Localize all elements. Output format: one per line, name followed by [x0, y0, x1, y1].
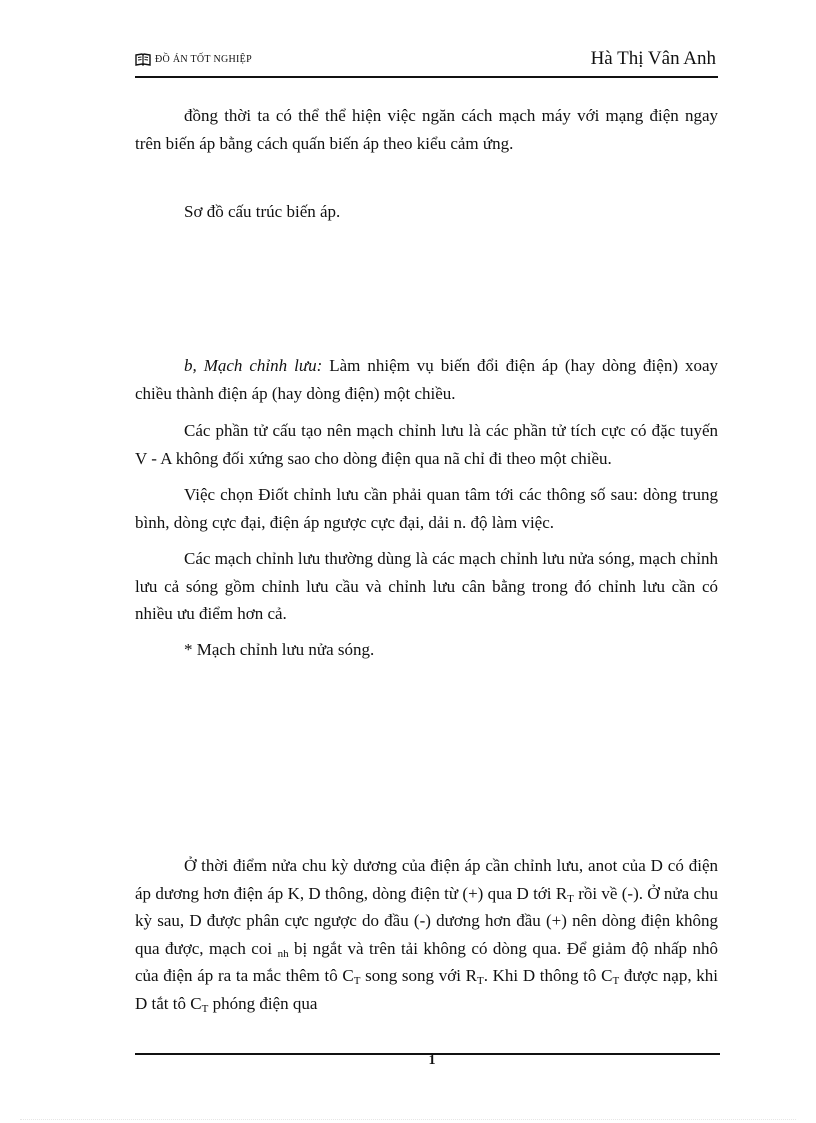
paragraph-rectifier-definition [135, 352, 718, 407]
header-author-name: Hà Thị Vân Anh [590, 48, 716, 69]
operation-text-1: Ở thời điểm nửa chu kỳ dương của điện áp cần chỉnh lưu, anot của D có điện áp dương hơn điện áp K, D thông, dòng điện từ (+) qua D tới R [135, 856, 718, 903]
paragraph-diode-parameters: Việc chọn Điốt chỉnh lưu cần phải quan tâm tới các thông số sau: dòng trung bình, dòng cực đại, điện áp ngược cực đại, dải n. độ làm việc. [135, 485, 718, 532]
operation-text-6: được nạp, khi D tắt tô C [135, 966, 718, 1013]
operation-text-5: . Khi D thông tô C [483, 966, 613, 985]
paragraph-half-wave-heading: * Mạch chỉnh lưu nửa sóng. [184, 640, 375, 659]
paragraph-rectifier-components: Các phần tử cấu tạo nên mạch chỉnh lưu là các phần tử tích cực có đặc tuyến V - A không đối xứng sao cho dòng điện qua nã chỉ đi theo một chiều. [135, 421, 718, 468]
section-label-rectifier: b, Mạch chỉnh lưu: [184, 356, 323, 375]
subscript-nh: nh [277, 947, 289, 960]
paragraph-half-wave-operation [135, 852, 718, 1017]
paragraph-isolation: đồng thời ta có thể thể hiện việc ngăn cách mạch máy với mạng điện ngay trên biến áp bằng cách quấn biến áp theo kiểu cảm ứng. [135, 106, 718, 153]
operation-text-4: song song với R [360, 966, 477, 985]
subscript-t: T [353, 975, 361, 987]
paragraph-transformer-diagram-caption: Sơ đồ cấu trúc biến áp. [184, 202, 341, 221]
page-number: 1 [428, 1053, 436, 1068]
subscript-t: T [201, 1002, 209, 1015]
rectifier-definition-text: Làm nhiệm vụ biến đổi điện áp (hay dòng điện) xoay chiều thành điện áp (hay dòng điện) một chiều. [135, 356, 718, 403]
subscript-t: T [612, 975, 620, 987]
operation-text-3: bị ngắt và trên tải không có dòng qua. Để giảm độ nhấp nhô của điện áp ra ta mắc thêm tô C [135, 938, 718, 985]
operation-text-7: phóng điện qua [208, 993, 318, 1013]
paragraph-rectifier-types: Các mạch chỉnh lưu thường dùng là các mạch chỉnh lưu nửa sóng, mạch chỉnh lưu cả sóng gồm chỉnh lưu cầu và chỉnh lưu cân bằng trong đó chỉnh lưu cần có nhiều ưu điểm hơn cả. [135, 549, 718, 623]
page-header [135, 48, 718, 78]
subscript-t: T [567, 892, 574, 905]
page-bottom-border [20, 1119, 796, 1120]
subscript-t: T [476, 975, 484, 987]
operation-text-2: rồi về (-). Ở nửa chu kỳ sau, D được phân cực ngược do đầu (-) dương hơn đầu (+) nên dòng điện không qua được, mạch coi [135, 883, 718, 958]
header-document-type: ĐỒ ÁN TỐT NGHIỆP [155, 54, 252, 65]
open-book-icon [135, 53, 151, 66]
